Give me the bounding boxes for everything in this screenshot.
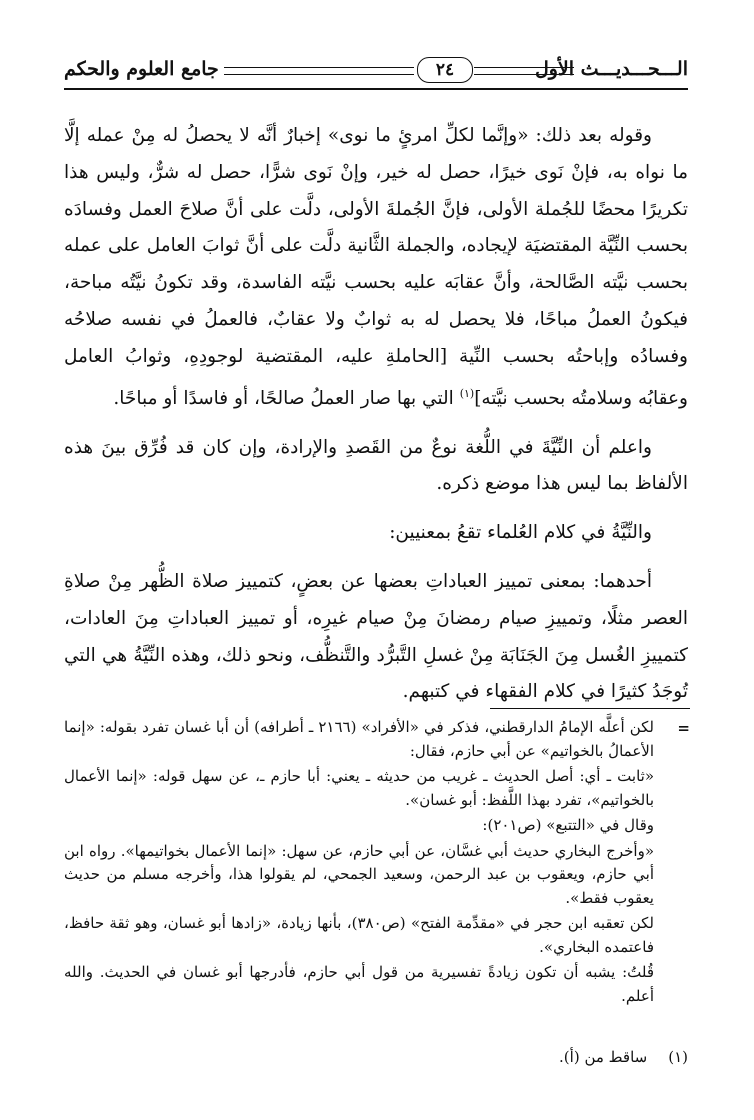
running-header: [64, 56, 688, 90]
header-ornament-line: [474, 67, 574, 75]
page-number: ٢٤: [417, 57, 473, 83]
header-rule: [64, 88, 688, 90]
paragraph-1: [64, 118, 688, 418]
paragraph-2: واعلم أن النِّيَّةَ في اللُّغة نوعٌ من القَصدِ والإرادة، وإن كان قد فُرِّق بينَ هذه الألفاظ بما ليس هذا موضع ذكره.: [64, 436, 688, 495]
chapter-title: الـــحـــديـــث الأول: [534, 58, 688, 80]
footnote-line: لكن تعقبه ابن حجر في «مقدِّمة الفتح» (ص٣٨٠)، بأنها زيادة، «زادها أبو غسان، وهو ثقة حافظ، فاعتمده البخاري».: [64, 914, 654, 956]
paragraph-1-text: وقوله بعد ذلك: «وإنَّما لكلِّ امرئٍ ما نوى» إخبارٌ أنَّه لا يحصلُ له مِنْ عمله إلَّا ما نواه به، فإنْ نَوى خيرًا، حصل له خير، وإنْ نَوى شرًّا، حصل له شرٌّ، وليس هذا تكريرًا محضًا للجُملة الأولى، فإنَّ الجُملةَ الأولى، دلَّت على أنَّ صلاحَ العمل وفسادَه بحسب النِّيَّة المقتضيَة لإيجاده، والجملة الثَّانية دلَّت على أنَّ ثوابَ العامل على عمله بحسب نيَّته الصَّالحة، وأنَّ عقابَه عليه بحسب نيَّته الفاسدة، وقد تكونُ نيَّتُه مباحة، فيكونُ العملُ مباحًا، فلا يحصل له به ثوابٌ ولا عقابٌ، فالعملُ في نفسه صلاحُه وفسادُه وإباحتُه بحسب النِّية [الحاملةِ عليه، المقتضية لوجودِهِ، وثوابُ العامل وعقابُه وسلامتُه بحسب نيَّته]: [64, 125, 688, 409]
footnote-line: «ثابت ـ أي: أصل الحديث ـ غريب من حديثه ـ يعني: أبا حازم ـ، عن سهل قوله: «إنما الأعمال بالخواتيم»، تفرد بهذا اللَّفظ: أبو غسان».: [64, 767, 654, 809]
footnotes: [64, 716, 654, 1008]
footnote-1-text: ساقط من (أ).: [559, 1048, 648, 1066]
footnote-line: «وأخرج البخاري حديث أبي غسَّان، عن أبي حازم، عن سهل: «إنما الأعمال بخواتيمها». رواه ابن أبي حازم، ويعقوب بن عبد الرحمن، وسعيد الجمحي، لم يقولوا هذا، وأخرجه مسلم من حديث يعقوب فقط».: [64, 841, 654, 907]
header-ornament-line: [224, 67, 414, 75]
footnote-line: وقال في «التتبع» (ص٢٠١):: [482, 816, 654, 834]
footnote-ref-1: (١): [459, 386, 475, 400]
footnote-1: [64, 1046, 688, 1069]
paragraph-1-tail: التي بها صار العملُ صالحًا، أو فاسدًا أو مباحًا.: [113, 387, 460, 409]
footnote-continuation-mark: =: [677, 719, 690, 737]
footnote-1-number: (١): [668, 1048, 688, 1066]
paragraph-3: والنِّيَّةُ في كلام العُلماء تقعُ بمعنيين:: [389, 522, 652, 544]
footnote-line: لكن أعلَّه الإمامُ الدارقطني، فذكر في «الأفراد» (٢١٦٦ ـ أطرافه) أن أبا غسان تفرد بقوله: «إنما الأعمالُ بالخواتيم» عن أبي حازم، فقال:: [64, 718, 654, 760]
book-title: جامع العلوم والحكم: [64, 58, 219, 80]
footnote-rule: [490, 708, 690, 709]
main-text: [64, 118, 688, 711]
footnote-line: قُلتُ: يشبه أن تكون زيادةً تفسيرية من قول أبي حازم، فأدرجها أبو غسان في الحديث. والله أعلم.: [64, 963, 654, 1005]
paragraph-4: أحدهما: بمعنى تمييز العباداتِ بعضها عن بعضٍ، كتمييز صلاة الظُّهر مِنْ صلاةِ العصر مثلًا، وتمييزِ صيام رمضانَ مِنْ صيام غيرِه، أو تمييز العباداتِ مِنَ العادات، كتمييزِ الغُسل مِنَ الجَنَابَة مِنْ غسلِ التَّبرُّد والتَّنظُّف، ونحو ذلك، وهذه النِّيَّةُ هي التي تُوجَدُ كثيرًا في كلام الفقهاء في كتبهم.: [64, 570, 688, 703]
